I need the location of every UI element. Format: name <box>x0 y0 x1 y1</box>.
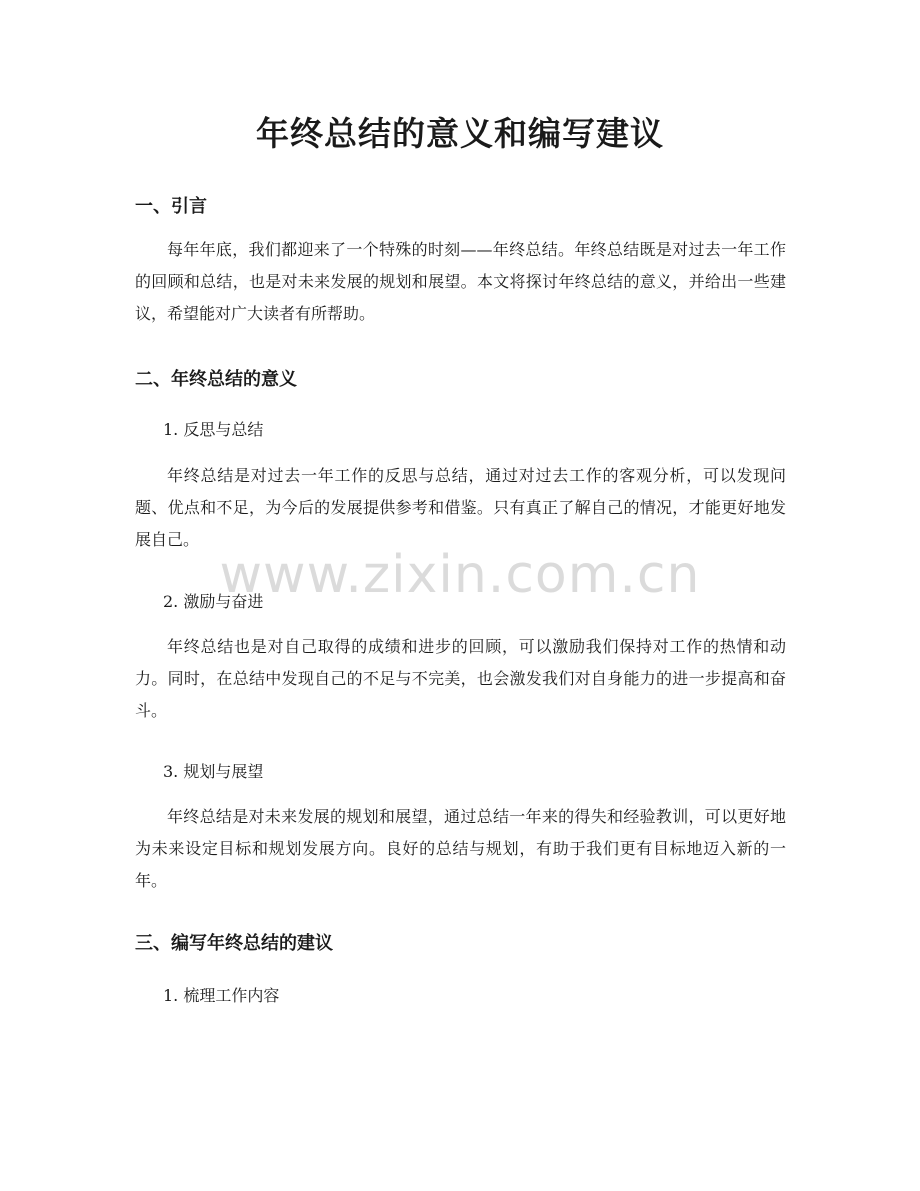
subsection-title-motivation: 2. 激励与奋进 <box>163 592 264 611</box>
section-heading-meaning: 二、年终总结的意义 <box>135 369 297 390</box>
section-heading-advice: 三、编写年终总结的建议 <box>135 933 333 954</box>
subsection-title-organize-work: 1. 梳理工作内容 <box>163 986 280 1005</box>
subsection-title-planning: 3. 规划与展望 <box>163 762 264 781</box>
section-heading-intro: 一、引言 <box>135 196 207 217</box>
intro-paragraph: 每年年底，我们都迎来了一个特殊的时刻——年终总结。年终总结既是对过去一年工作的回顾和总结，也是对未来发展的规划和展望。本文将探讨年终总结的意义，并给出一些建议，希望能对广大读者有所帮助。 <box>135 240 786 323</box>
motivation-paragraph: 年终总结也是对自己取得的成绩和进步的回顾，可以激励我们保持对工作的热情和动力。同时，在总结中发现自己的不足与不完美，也会激发我们对自身能力的进一步提高和奋斗。 <box>135 637 786 720</box>
watermark: www.zixin.com.cn <box>219 545 701 605</box>
reflection-paragraph: 年终总结是对过去一年工作的反思与总结，通过对过去工作的客观分析，可以发现问题、优点和不足，为今后的发展提供参考和借鉴。只有真正了解自己的情况，才能更好地发展自己。 <box>135 466 786 549</box>
document-title: 年终总结的意义和编写建议 <box>256 114 664 153</box>
planning-paragraph: 年终总结是对未来发展的规划和展望，通过总结一年来的得失和经验教训，可以更好地为未来设定目标和规划发展方向。良好的总结与规划，有助于我们更有目标地迈入新的一年。 <box>135 807 786 890</box>
subsection-title-reflection: 1. 反思与总结 <box>163 420 264 439</box>
